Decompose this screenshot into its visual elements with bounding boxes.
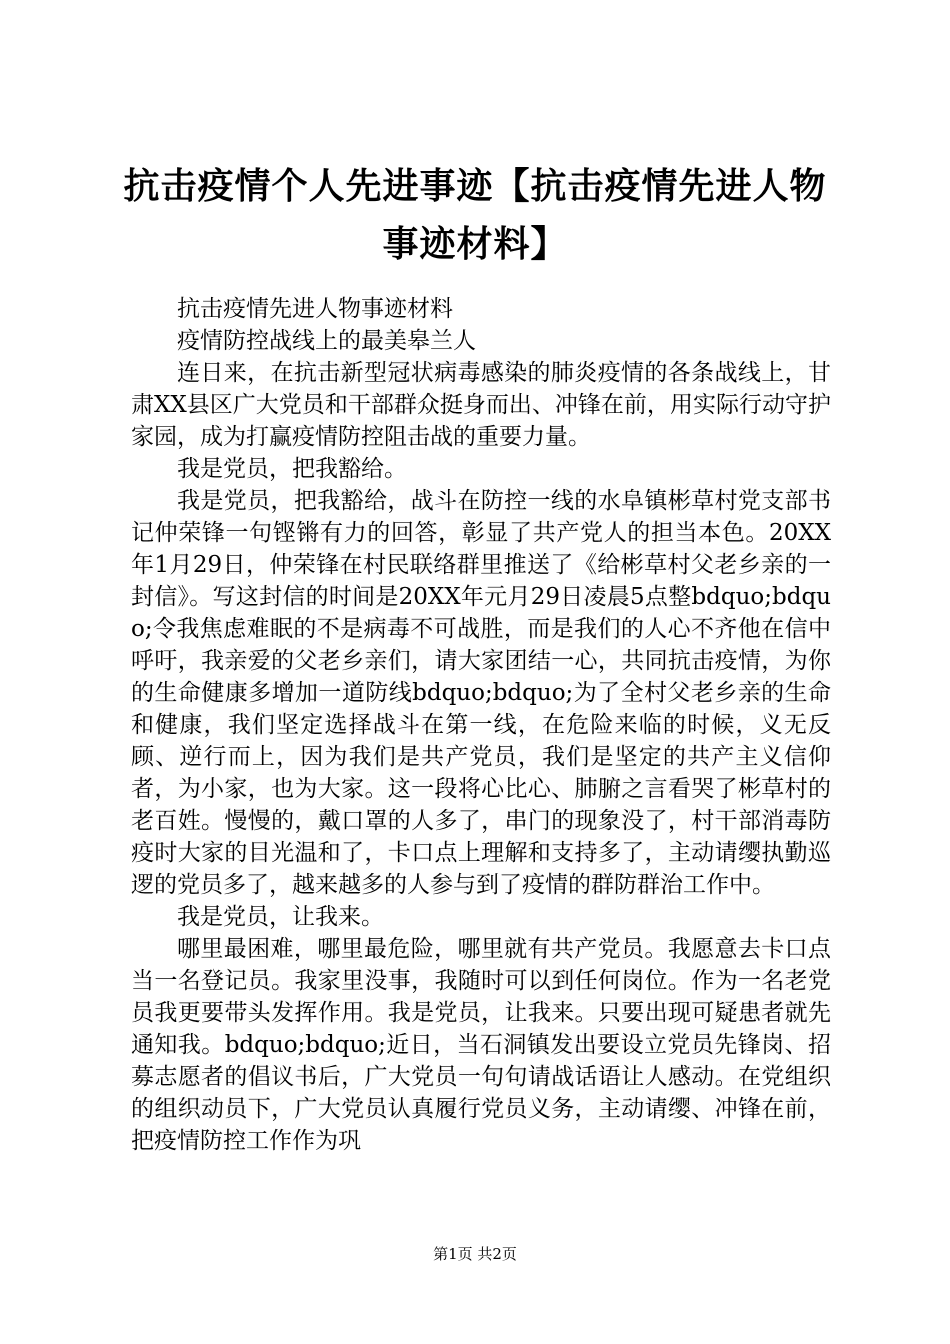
paragraph: 我是党员，把我豁给，战斗在防控一线的水阜镇彬草村党支部书记仲荣锋一句铿锵有力的回答，彰显了共产党人的担当本色。20XX年1月29日，仲荣锋在村民联络群里推送了《给彬草村父老乡亲的一封信》。写这封信的时间是20XX年元月29日凌晨5点整bdquo;bdquo;令我焦虑难眠的不是病毒不可战胜，而是我们的人心不齐他在信中呼吁，我亲爱的父老乡亲们，请大家团结一心，共同抗击疫情，为你的生命健康多增加一道防线bdquo;bdquo;为了全村父老乡亲的生命和健康，我们坚定选择战斗在第一线，在危险来临的时候，义无反顾、逆行而上，因为我们是共产党员，我们是坚定的共产主义信仰者，为小家，也为大家。这一段将心比心、肺腑之言看哭了彬草村的老百姓。慢慢的，戴口罩的人多了，串门的现象没了，村干部消毒防疫时大家的目光温和了，卡口点上理解和支持多了，主动请缨执勤巡逻的党员多了，越来越多的人参与到了疫情的群防群治工作中。 (131, 488, 831, 898)
paragraph: 我是党员，把我豁给。 (177, 456, 407, 482)
paragraph: 我是党员，让我来。 (177, 904, 384, 930)
document-title: 抗击疫情个人先进事迹【抗击疫情先进人物事迹材料】 (123, 166, 827, 265)
page-footer: 第1页 共2页 (433, 1245, 517, 1263)
paragraph: 连日来，在抗击新型冠状病毒感染的肺炎疫情的各条战线上，甘肃XX县区广大党员和干部群众挺身而出、冲锋在前，用实际行动守护家园，成为打赢疫情防控阻击战的重要力量。 (131, 360, 831, 450)
paragraph: 疫情防控战线上的最美皋兰人 (177, 328, 476, 354)
paragraph: 哪里最困难，哪里最危险，哪里就有共产党员。我愿意去卡口点当一名登记员。我家里没事，我随时可以到任何岗位。作为一名老党员我更要带头发挥作用。我是党员，让我来。只要出现可疑患者就先通知我。bdquo;bdquo;近日，当石洞镇发出要设立党员先锋岗、招募志愿者的倡议书后，广大党员一句句请战话语让人感动。在党组织的组织动员下，广大党员认真履行党员义务，主动请缨、冲锋在前，把疫情防控工作作为巩 (131, 936, 831, 1154)
document-body (131, 293, 831, 1157)
paragraph: 抗击疫情先进人物事迹材料 (177, 296, 453, 322)
